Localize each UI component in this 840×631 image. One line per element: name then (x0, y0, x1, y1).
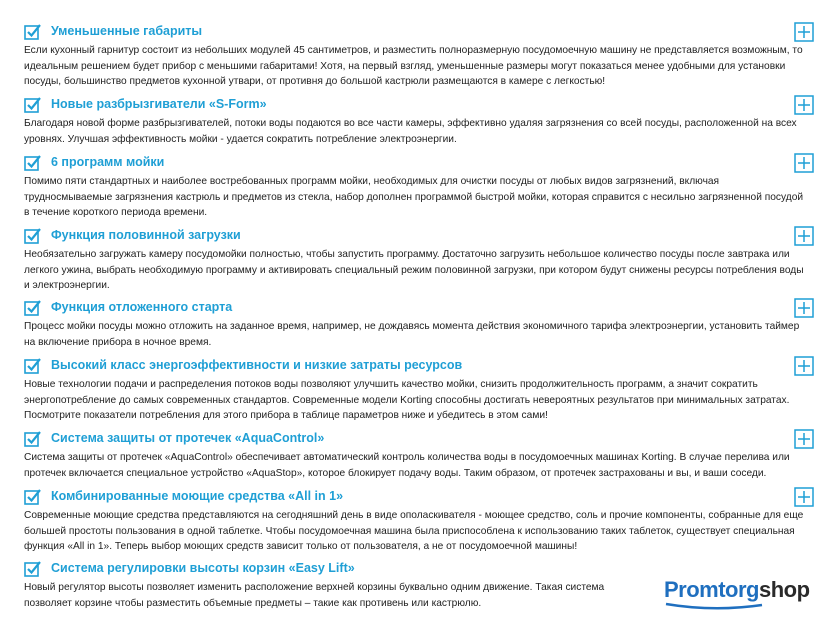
logo-main-text: Promtorg (664, 577, 759, 602)
feature-title: 6 программ мойки (51, 155, 165, 169)
checkbox-check-icon (24, 357, 42, 375)
expand-plus-icon[interactable] (794, 226, 814, 246)
expand-plus-icon[interactable] (794, 298, 814, 318)
feature-title: Функция отложенного старта (51, 300, 233, 314)
feature-description: Новый регулятор высоты позволяет изменить расположение верхней корзины буквально одним движение. Такая система позволяет корзине чтобы разместить объемные предметы – такие как противень или кастрюлю. (24, 582, 605, 609)
expand-plus-icon[interactable] (794, 95, 814, 115)
feature-title: Высокий класс энергоэффективности и низкие затраты ресурсов (51, 358, 463, 372)
logo-sub-text: shop (759, 577, 810, 602)
logo-text (664, 577, 810, 603)
feature-description: Процесс мойки посуды можно отложить на заданное время, например, не дождавясь момента действия экономичного тарифа электроэнергии, установить таймер на включение прибора в ночное время. (24, 321, 800, 348)
expand-plus-icon[interactable] (794, 153, 814, 173)
feature-description: Система защиты от протечек «AquaControl» обеспечивает автоматический контроль количества воды в посудомоечных машинах Korting. В случае перелива или протечек включается специальное устройство «AquaStop», которое блокирует подачу воды. Таким образом, от протечек застрахованы и вы, и ваши соседи. (24, 452, 790, 479)
feature-title: Комбинированные моющие средства «All in 1» (51, 489, 344, 503)
feature-title: Уменьшенные габариты (51, 24, 203, 38)
feature-description: Помимо пяти стандартных и наиболее востребованных программ мойки, необходимых для очистки посуды от любых видов загрязнений, включая трудносмываемые загрязнения кастрюль и предметов из стекла, набор дополнен программой быстрой мойки, которая справится с несильно загрязненной посудой в течение короткого периода времени. (24, 176, 804, 219)
feature-title: Новые разбрызгиватели «S-Form» (51, 97, 267, 111)
promtorgshop-logo (660, 574, 820, 610)
checkbox-check-icon (24, 227, 42, 245)
expand-plus-icon[interactable] (794, 22, 814, 42)
expand-plus-icon[interactable] (794, 429, 814, 449)
checkbox-check-icon (24, 154, 42, 172)
checkbox-check-icon (24, 488, 42, 506)
checkbox-check-icon (24, 560, 42, 578)
feature-title: Функция половинной загрузки (51, 228, 241, 242)
expand-plus-icon[interactable] (794, 487, 814, 507)
feature-description: Необязательно загружать камеру посудомойки полностью, чтобы запустить программу. Достаточно загрузить небольшое количество посуды после завтрака или легкого ужина, выбрать необходимую программу и активировать специальный режим половинной загрузки, при котором будут снижены ресурсы потребления воды и электроэнергии. (24, 249, 804, 292)
expand-plus-icon[interactable] (794, 356, 814, 376)
checkbox-check-icon (24, 299, 42, 317)
feature-description: Благодаря новой форме разбрызгивателей, потоки воды подаются во все части камеры, эффективно удаляя загрязнения со всей посуды, расположенной на всех уровнях. Улучшая эффективность мойки - удается сократить потребление электроэнергии. (24, 118, 797, 145)
feature-description: Новые технологии подачи и распределения потоков воды позволяют улучшить качество мойки, снизить продолжительность программ, а значит сократить энергопотребление до самых современных стандартов. Современные модели Korting способны достигать невероятных результатов при минимальных затратах. Посмотрите показатели потребления для этого прибора в таблице параметров ниже и убедитесь в этом сами! (24, 379, 790, 422)
feature-description: Если кухонный гарнитур состоит из небольших модулей 45 сантиметров, и разместить полноразмерную посудомоечную машину не представляется возможным, то идеальным решением будет прибор с меньшими габаритами! Хотя, на первый взгляд, уменьшенные размеры могут показаться менее удобными для установки посуды, большинство предметов кухонной утвари, от противня до большой кастрюли размещаются в камере с легкостью! (24, 45, 803, 88)
logo-swoosh-icon (664, 602, 764, 610)
checkbox-check-icon (24, 23, 42, 41)
feature-title: Система защиты от протечек «AquaControl» (51, 431, 325, 445)
feature-title: Система регулировки высоты корзин «Easy Lift» (51, 561, 355, 575)
feature-description: Современные моющие средства представляются на сегодняшний день в виде ополаскивателя - моющее средство, соль и прочие компоненты, собранные для еще большей простоты пользования в одной таблетке. Чтобы посудомоечная машина была приспособлена к использованию таких таблеток, существует специальная функция «All in 1». Теперь выбор моющих средств зависит только от пользователя, а не от посудомоечной машины! (24, 510, 804, 553)
checkbox-check-icon (24, 96, 42, 114)
checkbox-check-icon (24, 430, 42, 448)
